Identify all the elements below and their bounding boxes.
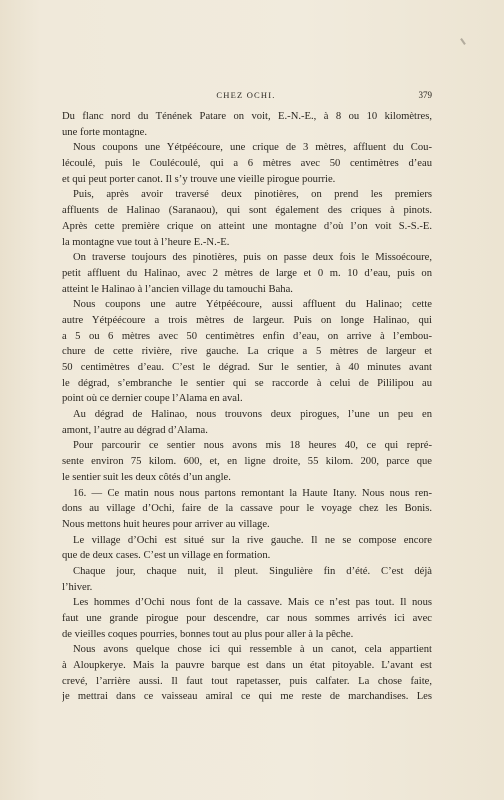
text-line: point où ce dernier coupe l’Alama en aval. [62,393,243,405]
running-head [60,90,432,104]
running-title: CHEZ OCHI. [216,90,276,100]
text-line: On traverse toujours des pinotières, puis on passe deux fois le Missoécoure, [73,252,432,264]
text-line: Après cette première crique on atteint une montagne d’où l’on voit S.-S.-E. [62,220,432,232]
text-line: 50 centimètres d’eau. C’est le dégrad. Sur le sentier, à 40 minutes avant [62,362,432,373]
text-line: une forte montagne. [62,126,148,138]
text-line: affluents de Halinao (Saranaou), qui sont également des criques à pinots. [62,205,432,217]
text-line: atteint le Halinao à l’ancien village du tamouchi Baha. [62,283,293,295]
text-line: Du flanc nord du Ténének Patare on voit, E.-N.-E., à 8 ou 10 kilomètres, [62,111,432,122]
text-line: 16. — Ce matin nous nous partons remontant la Haute Itany. Nous nous ren- [73,487,432,499]
text-line: Pour parcourir ce sentier nous avons mis 18 heures 40, ce qui repré- [73,440,432,452]
text-line: chure de cette rivière, rive gauche. La crique a 5 mètres de largeur et [62,346,432,358]
text-line: Nous coupons une Yétpéécoure, une crique de 3 mètres, affluent du Cou- [73,142,432,154]
page-edge-mark [460,38,466,45]
text-line: la montagne vue tout à l’heure E.-N.-E. [62,236,230,248]
text-line: et qui peut porter canot. Il s’y trouve une vieille pirogue pourrie. [62,173,336,185]
text-line: Au dégrad de Halinao, nous trouvons deux pirogues, l’une un peu en [73,409,432,421]
text-line: faut une grande pirogue pour descendre, car nous sommes arrivés ici avec [62,613,432,624]
text-line: lécoulé, puis le Coulécoulé, qui a 6 mètres avec 50 centimètres d’eau [62,158,432,170]
page-number: 379 [418,90,432,100]
text-line: l’hiver. [62,581,93,593]
text-line: Nous avons quelque chose ici qui ressemble à un canot, cela appartient [73,644,432,656]
text-line: à Aloupkerye. Mais la pauvre barque est dans un état pitoyable. L’avant est [62,660,432,672]
text-line: Nous coupons une autre Yétpéécoure, aussi affluent du Halinao; cette [73,299,432,311]
text-line: a 5 ou 6 mètres avec 50 centimètres enfin d’eau, on arrive à l’embou- [62,330,432,342]
text-line: le dégrad, s’embranche le sentier qui se raccorde à celui de Pililipou au [62,377,432,389]
text-line: petit affluent du Halinao, avec 2 mètres de large et 0 m. 10 d’eau, puis on [62,267,432,279]
text-line: Nous mettons huit heures pour arriver au village. [62,518,270,530]
text-line: le sentier suit les deux côtés d’un angle. [62,471,231,483]
text-line: crevé, l’arrière aussi. Il faut tout rapetasser, puis calfater. La chose faite, [62,675,432,687]
text-line: sente environ 75 kilom. 600, et, en ligne droite, 55 kilom. 200, parce que [62,456,432,468]
text-line: Le village d’Ochi est situé sur la rive gauche. Il ne se compose encore [73,534,432,546]
text-line: Chaque jour, chaque nuit, il pleut. Singulière fin d’été. C’est déjà [73,565,432,577]
text-line: dons au village d’Ochi, faire de la cassave pour le voyage chez les Bonis. [62,503,432,515]
text-line: Puis, après avoir traversé deux pinotières, on prend les premiers [73,189,432,201]
body-text [62,109,432,705]
text-line: de vieilles coques pourries, bonnes tout au plus pour aller à la pêche. [62,628,354,640]
text-line: je mettrai dans ce vaisseau amiral ce qui me reste de marchandises. Les [62,691,432,703]
text-line: amont, l’autre au dégrad d’Alama. [62,424,208,436]
text-line: que de deux cases. C’est un village en formation. [62,550,271,562]
text-line: autre Yétpéécoure a trois mètres de largeur. Puis on longe Halinao, qui [62,314,432,326]
text-line: Les hommes d’Ochi nous font de la cassave. Mais ce n’est pas tout. Il nous [73,597,432,609]
